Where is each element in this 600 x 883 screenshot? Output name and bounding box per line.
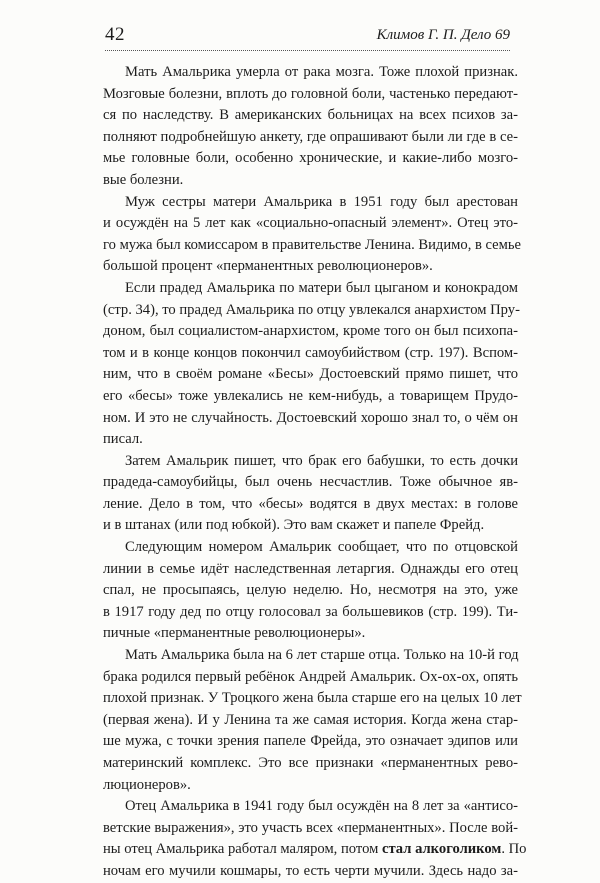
- text-line: (первая жена). И у Ленина та же самая история. Когда жена стар-: [103, 711, 518, 728]
- text-line: ление. Дело в том, что «бесы» водятся в двух местах: в голове: [103, 495, 518, 512]
- text-line: том и в конце концов покончил самоубийством (стр. 197). Вспом-: [103, 344, 518, 361]
- text-line: Мозговые болезни, вплоть до головной боли, частенько передают-: [103, 85, 518, 102]
- text-line: Затем Амальрик пишет, что брак его бабушки, то есть дочки: [125, 452, 518, 469]
- text-line: его «бесы» тоже увлекались не кем-нибудь, а товарищем Прудо-: [103, 387, 518, 404]
- text-line: спал, не просыпаясь, целую неделю. Но, несмотря на это, уже: [103, 582, 518, 599]
- text-line: брака родился первый ребёнок Андрей Амальрик. Ох-ох-ох, опять: [103, 668, 518, 685]
- text-line: мье головные боли, особенно хронические, и какие-либо мозго-: [103, 150, 518, 167]
- text-line: вые болезни.: [103, 171, 184, 188]
- page-number: 42: [105, 24, 125, 45]
- running-title: Климов Г. П. Дело 69: [376, 27, 510, 43]
- text-line: Если прадед Амальрика по матери был цыганом и конокрадом: [125, 279, 518, 296]
- text-line: ся по наследству. В американских больницах на всех психов за-: [103, 107, 518, 124]
- text-line: Следующим номером Амальрик сообщает, что по отцовской: [125, 539, 518, 556]
- text-line: Мать Амальрика была на 6 лет старше отца. Только на 10-й год: [125, 647, 519, 664]
- text-line: ночам его мучили кошмары, то есть черти мучили. Здесь надо за-: [103, 862, 518, 879]
- text-line: люционеров».: [103, 776, 191, 793]
- text-line: Отец Амальрика в 1941 году был осуждён на 8 лет за «антисо-: [125, 798, 518, 815]
- text-line-with-emphasis: [103, 839, 527, 861]
- text-line: ном. И это не случайность. Достоевский хорошо знал то, о чём он: [103, 409, 518, 426]
- text-line: большой процент «перманентных революционеров».: [103, 258, 433, 275]
- text-line: и осуждён на 5 лет как «социально-опасный элемент». Отец это-: [103, 215, 518, 232]
- text-fragment: . По: [501, 841, 527, 858]
- page-header: [105, 24, 510, 50]
- text-line: ветские выражения», это участь всех «перманентных». После вой-: [103, 819, 518, 836]
- text-line: плохой признак. У Троцкого жена была старше его на целых 10 лет: [103, 690, 522, 707]
- text-line: линии в семье идёт наследственная летаргия. Однажды его отец: [103, 560, 518, 577]
- text-line: Муж сестры матери Амальрика в 1951 году был арестован: [125, 193, 518, 210]
- body-text: [103, 62, 527, 883]
- text-line: ним, что в своём романе «Бесы» Достоевский прямо пишет, что: [103, 366, 518, 383]
- text-line: материнский комплекс. Это все признаки «перманентных рево-: [103, 755, 518, 771]
- bold-emphasis: стал алкоголиком: [381, 841, 502, 858]
- text-fragment: ны отец Амальрика работал маляром, потом: [103, 841, 382, 858]
- header-divider: [105, 50, 510, 51]
- text-line: ше мужа, с точки зрения папеле Фрейда, это означает эдипов или: [103, 733, 518, 750]
- text-line: (стр. 34), то прадед Амальрика по отцу увлекался анархистом Пру-: [103, 301, 520, 318]
- text-line: го мужа был комиссаром в правительстве Ленина. Видимо, в семье: [103, 236, 522, 253]
- text-line: писал.: [103, 431, 143, 448]
- text-line: прадеда-самоубийцы, был очень несчастлив. Тоже обычное яв-: [103, 474, 518, 491]
- text-line: в 1917 году дед по отцу голосовал за большевиков (стр. 199). Ти-: [103, 603, 518, 620]
- text-line: доном, был социалистом-анархистом, кроме того он был психопа-: [103, 323, 518, 340]
- text-line: Мать Амальрика умерла от рака мозга. Тоже плохой признак.: [125, 64, 518, 80]
- text-line: пичные «перманентные революционеры».: [103, 625, 366, 642]
- text-line: полняют подробнейшую анкету, где опрашивают были ли где в се-: [103, 128, 518, 145]
- text-line: и в штанах (или под юбкой). Это вам скажет и папеле Фрейд.: [103, 517, 485, 534]
